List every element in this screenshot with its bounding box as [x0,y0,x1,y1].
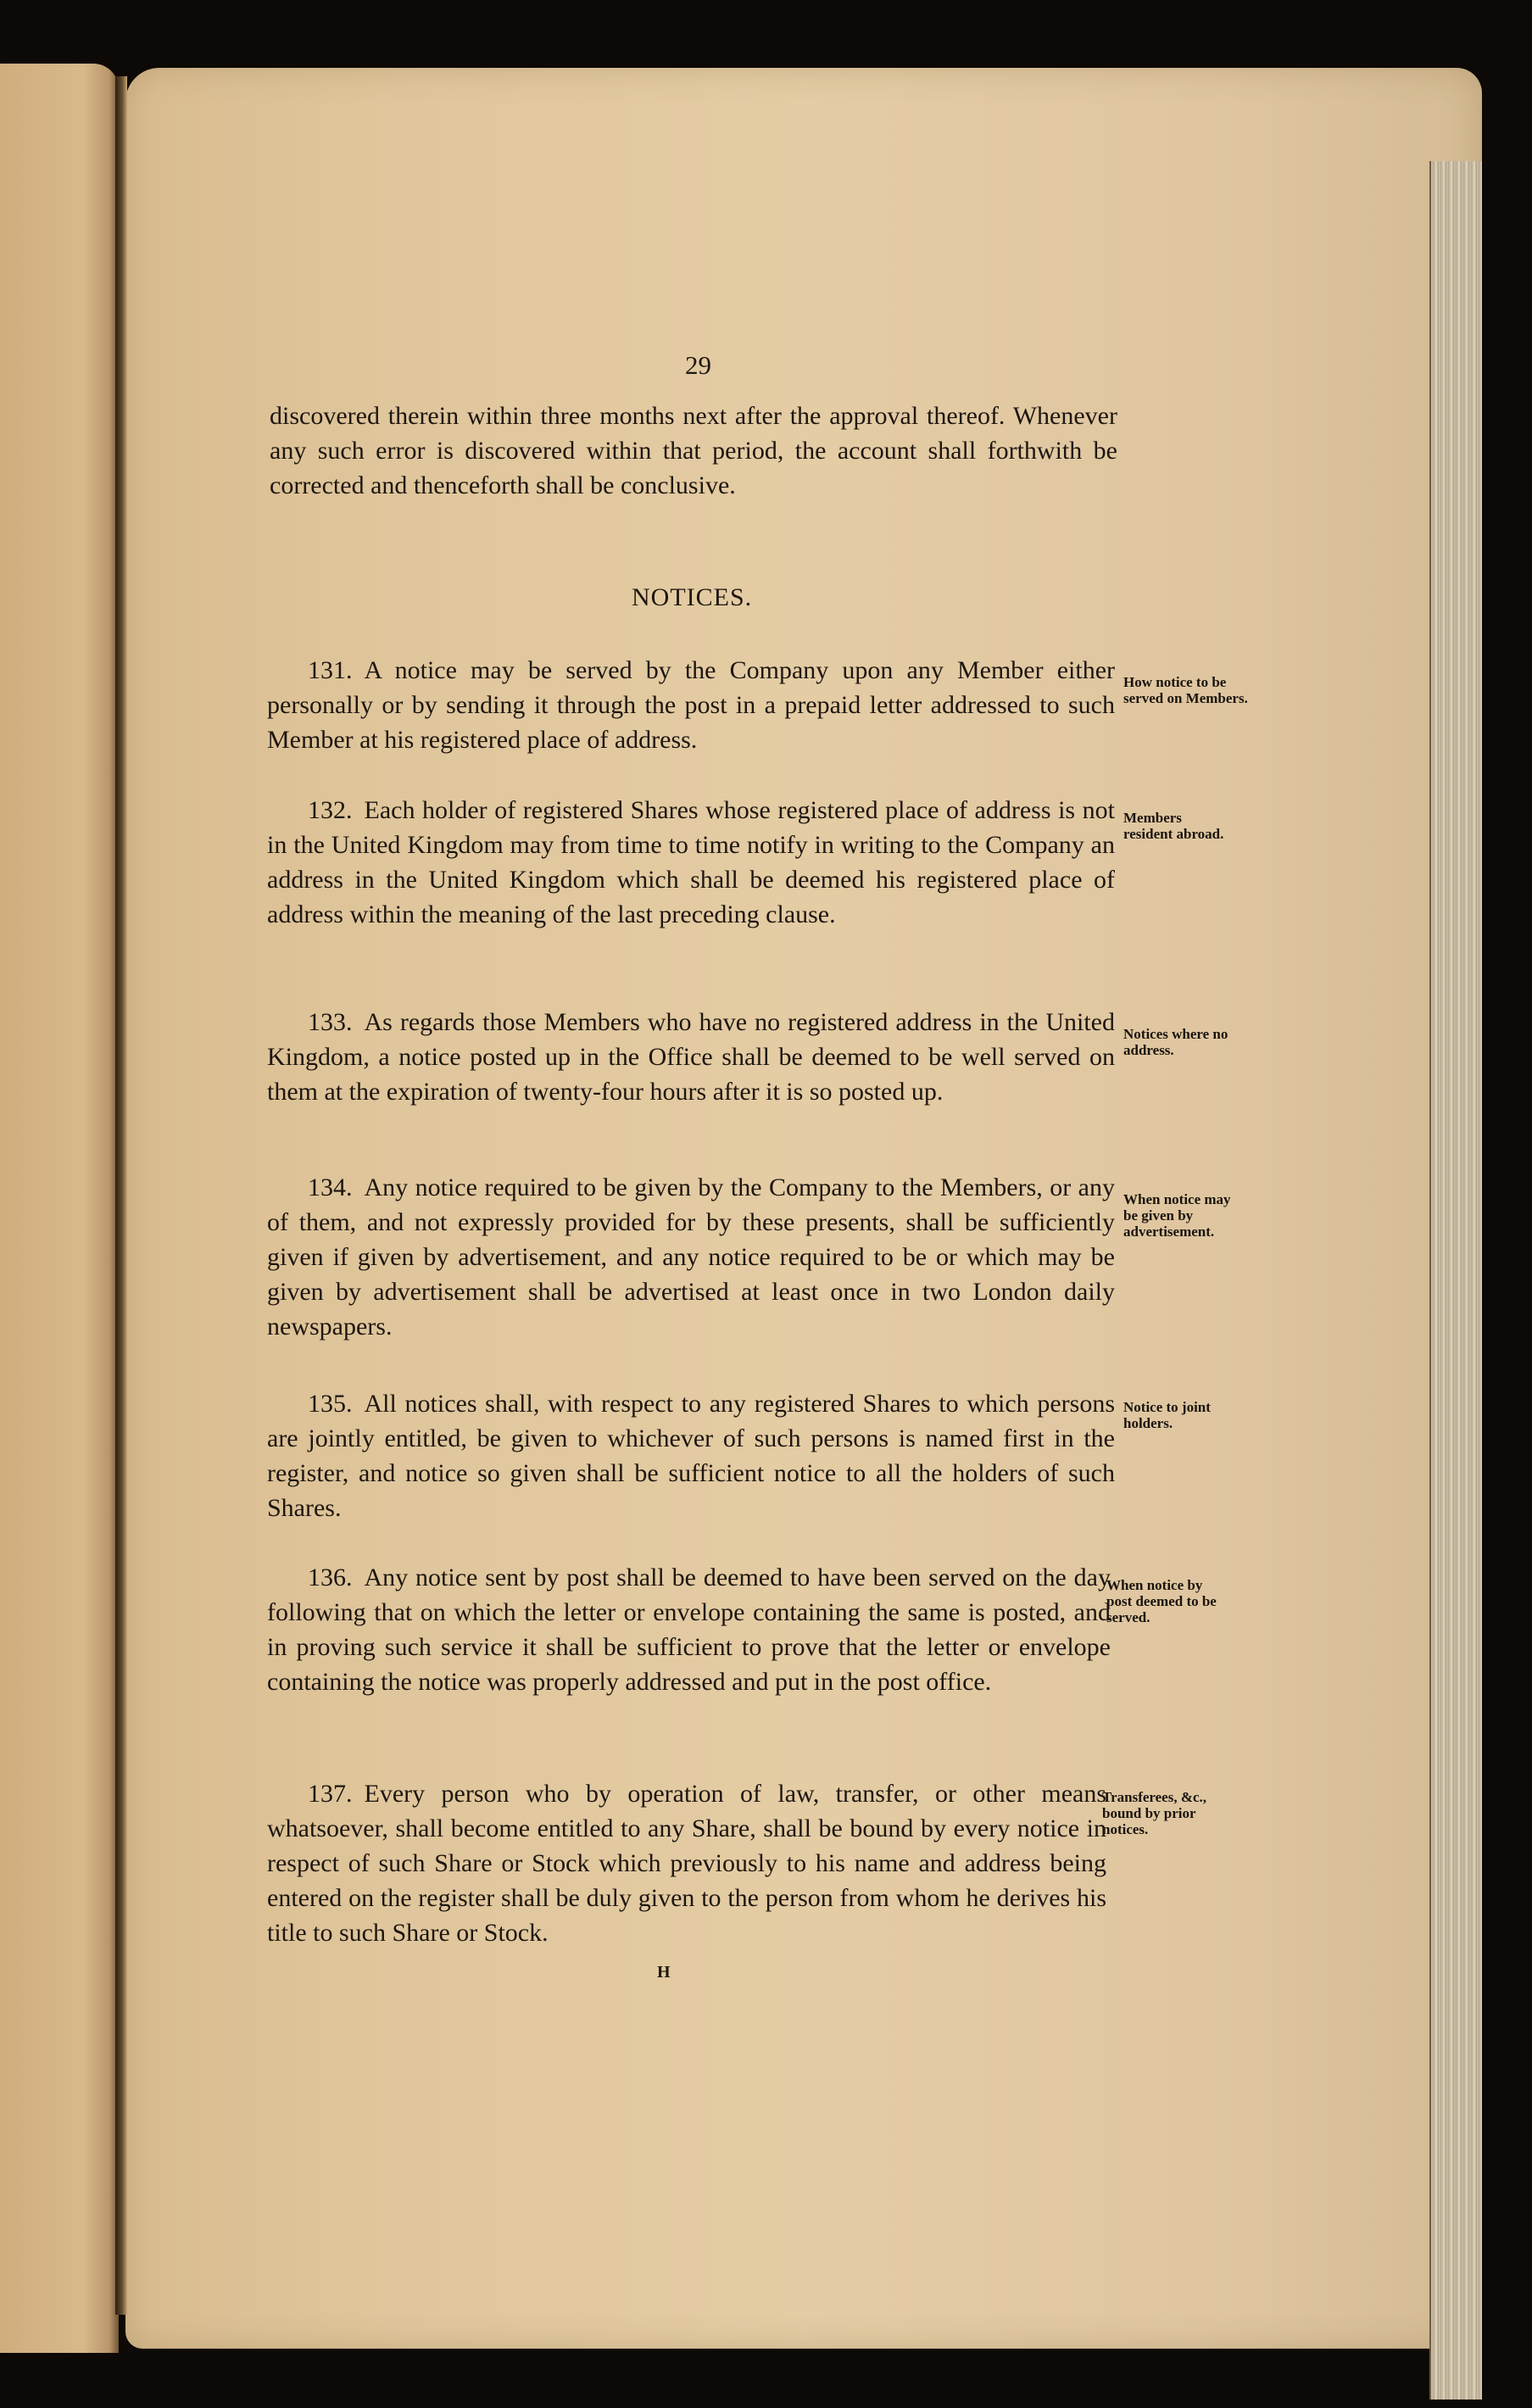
clause-text: As regards those Members who have no registered address in the United Kingdom, a notice posted up in the Office shall be deemed to be well served on them at the expiration of twenty-four hours after it is so posted up. [267,1008,1115,1106]
clause-131 [267,653,1115,757]
clause-137 [267,1776,1106,1950]
clause-number: 136. [308,1564,353,1591]
book-gutter [115,76,127,2315]
sidenote-133: Notices where no address. [1123,1026,1228,1058]
clause-132 [267,793,1115,932]
sidenote-134: When notice may be given by advertisement. [1123,1191,1231,1240]
clause-number: 132. [308,796,353,824]
clause-number: 134. [308,1173,353,1201]
sidenote-136: When notice by post deemed to be served. [1106,1577,1217,1625]
clause-text: All notices shall, with respect to any registered Shares to which persons are jointly entitled, be given to whichever of such persons is named first in the register, and notice so given shall be sufficient notice to all the holders of such Shares. [267,1390,1115,1522]
clause-text: A notice may be served by the Company upon any Member either personally or by sending it through the post in a prepaid letter addressed to such Member at his registered place of address. [267,656,1115,754]
clause-text: Any notice sent by post shall be deemed to have been served on the day following that on which the letter or envelope containing the same is posted, and in proving such service it shall be sufficient to prove that the letter or envelope containing the notice was properly addressed and put in the post office. [267,1564,1111,1696]
sidenote-135: Notice to joint holders. [1123,1399,1211,1431]
signature-mark: H [657,1963,671,1982]
sidenote-131: How notice to be served on Members. [1123,674,1248,706]
facing-page-left [0,64,119,2353]
clause-136 [267,1560,1111,1699]
clause-number: 133. [308,1008,353,1036]
page-edges [1429,161,1482,2400]
clause-number: 135. [308,1390,353,1418]
clause-135 [267,1386,1115,1525]
clause-text: Every person who by operation of law, transfer, or other means whatsoever, shall become entitled to any Share, shall be bound by every notice in respect of such Share or Stock which previously to his name and address being entered on the register shall be duly given to the person from whom he derives his title to such Share or Stock. [267,1780,1106,1947]
section-heading: NOTICES. [632,583,753,611]
sidenote-137: Transferees, &c., bound by prior notices. [1102,1789,1207,1837]
clause-133 [267,1005,1115,1109]
clause-text: Any notice required to be given by the Company to the Members, or any of them, and not expressly provided for by these presents, shall be sufficiently given if given by advertisement, and any notice required to be or which may be given by advertisement shall be advertised at least once in two London daily newspapers. [267,1173,1115,1341]
page-number: 29 [685,350,711,380]
clause-number: 131. [308,656,353,684]
sidenote-132: Members resident abroad. [1123,810,1224,842]
continuation-paragraph: discovered therein within three months next after the approval thereof. Whenever any such error is discovered within that period, the account shall forthwith be corrected and thenceforth shall be conclusive. [270,402,1117,499]
clause-text: Each holder of registered Shares whose registered place of address is not in the United Kingdom may from time to time notify in writing to the Company an address in the United Kingdom which shall be deemed his registered place of address within the meaning of the last preceding clause. [267,796,1115,928]
clause-134 [267,1170,1115,1344]
clause-number: 137. [308,1780,353,1808]
